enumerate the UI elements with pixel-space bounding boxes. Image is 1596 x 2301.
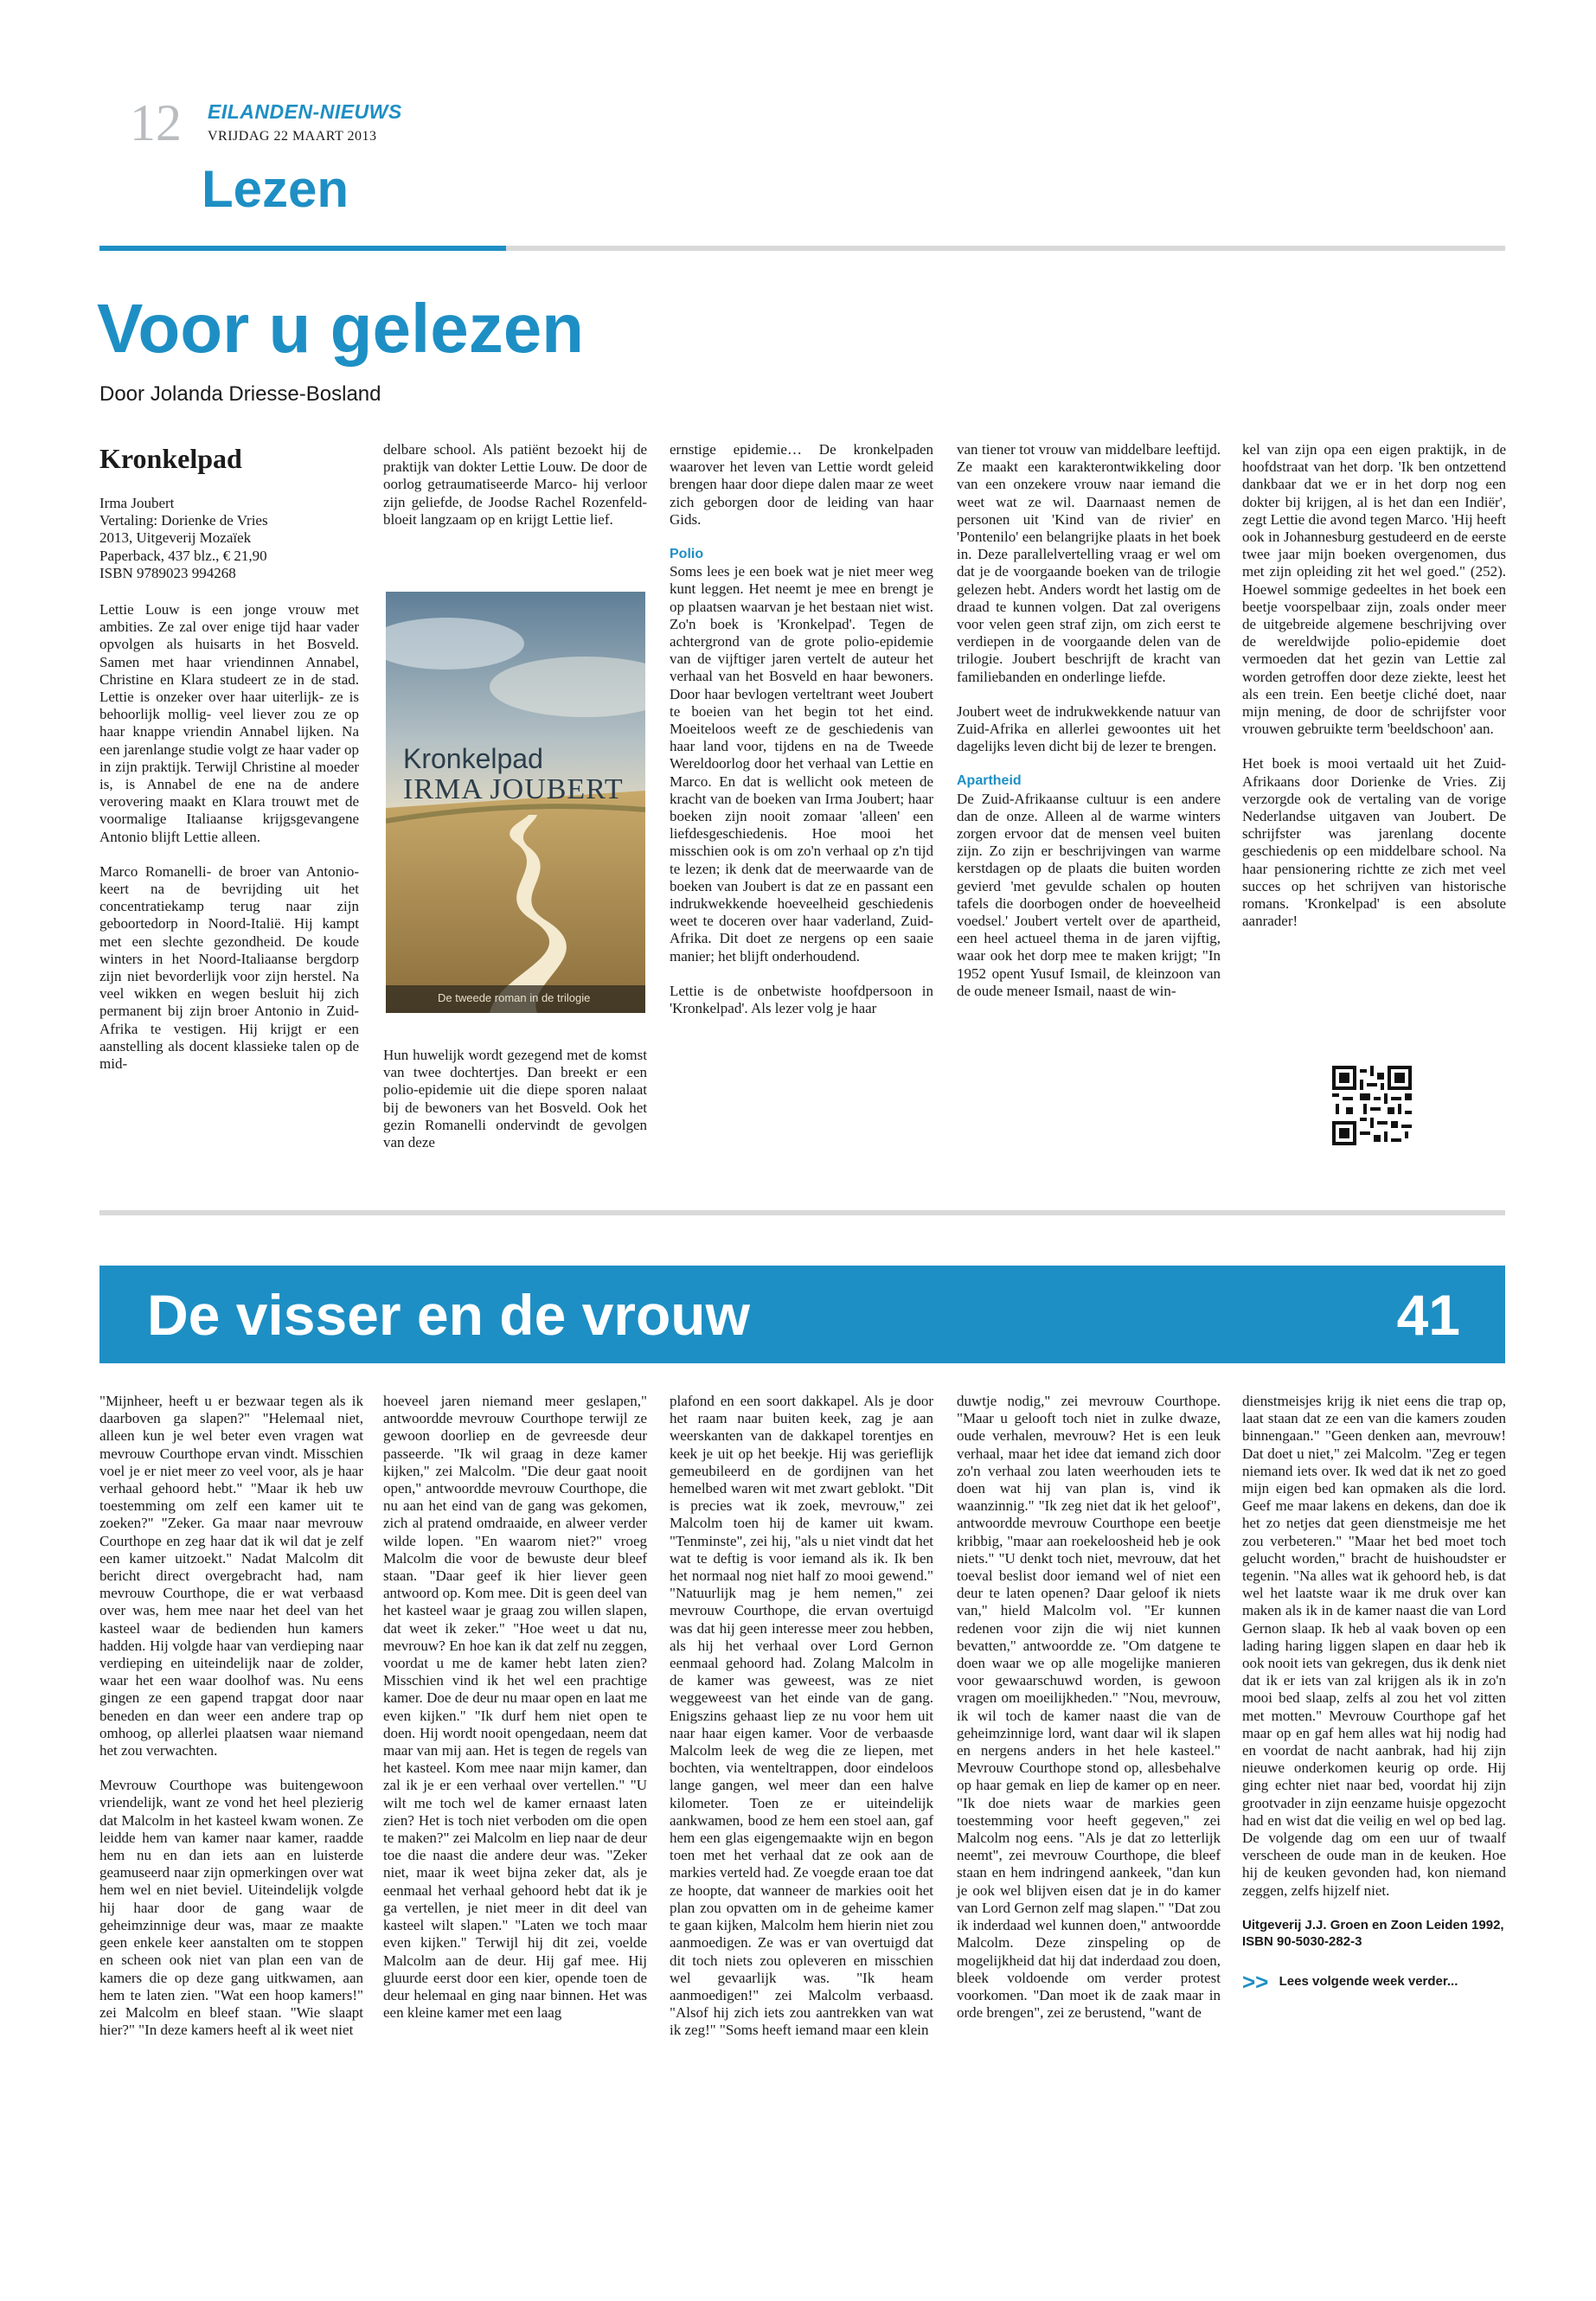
review-paragraph: Lettie is de onbetwiste hoofdpersoon in 'Kronkelpad'. Als lezer volg je haar bbox=[670, 982, 933, 1017]
serial-column-4 bbox=[957, 1393, 1221, 2039]
serial-column-2 bbox=[383, 1393, 647, 2039]
serial-paragraph: dienstmeisjes krijg ik niet eens die trap op, laat staan dat ze een van die kamers zouden binnengaan." "Geen denken aan, mevrouw! Dat doet u niet," zei Malcolm. "Zeg er tegen niemand iets over. Ik wed dat ik net zo goed mijn eigen bed kan opmaken als die lord. Geef me maar lakens en dekens, dan doe ik het zo netjes dat geen dienstmeisje me het zou verbeteren." "Maar het bed moet toch gelucht worden," bracht de huishoudster er tegenin. "Na alles wat ik gehoord heb, is dat wel het laatste waar ik me druk over kan maken als ik in de kamer naast die van Lord Gernon slaap. Ik heb al vaak boven op een lading haring liggen slapen en daar heb ik ook nooit iets van gekregen, dus ik denk niet dat ik er iets van zal krijgen als ik in zo'n mooi bed slaap, zelfs al zou het vol zitten met motten." Mevrouw Courthope gaf het maar op en gaf hem alles wat hij nodig had en voordat de nacht aanbrak, had hij zijn nieuwe onderkomen keurig op orde. Hij ging echter niet naar bed, voordat hij zijn grootvader in zijn eenzame huisje opgezocht had en wist dat die veilig en wel op bed lag. De volgende dag om een uur of twaalf verscheen de oude man in de keuken. Hoe hij de keuken gevonden had, kon niemand zeggen, zelfs hijzelf niet. bbox=[1242, 1393, 1506, 1899]
qr-code[interactable] bbox=[1332, 1066, 1412, 1145]
book-publisher: 2013, Uitgeverij Mozaïek bbox=[99, 529, 252, 547]
serial-column-1 bbox=[99, 1393, 363, 2056]
book-format-price: Paperback, 437 blz., € 21,90 bbox=[99, 547, 267, 564]
serial-paragraph: Mevrouw Courthope was buitengewoon vriendelijk, want ze vond het heel plezierig dat Malcolm in het kasteel kwam wonen. Ze leidde hem van kamer naar kamer, raadde hem nu en dan iets aan en luisterde geamuseerd naar zijn opmerkingen over wat hem wel en niet beviel. Uiteindelijk volgde hij haar door de gang waar de geheimzinnige deur was, maar ze maakte geen enkele keer aanstalten om te stoppen en scheen ook niet van plan een van de kamers die op deze gang uitkwamen, aan hem te laten zien. "Wat een hoop kamers!" zei Malcolm en bleef staan. "Wie slaapt hier?" "In deze kamers heeft al ik weet niet bbox=[99, 1777, 363, 2039]
review-headline: Voor u gelezen bbox=[97, 290, 585, 367]
serial-paragraph: duwtje nodig," zei mevrouw Courthope. "Maar u gelooft toch niet in zulke dwaze, oude verhalen, mevrouw? Het is een leuk verhaal, maar het idee dat iemand zich door zo'n verhaal zou laten weerhouden iets te doen wat hij van plan is, vind ik waanzinnig." "Ik zeg niet dat ik het geloof", antwoordde mevrouw Courthope een beetje kribbig, "maar aan roekeloosheid heb je ook niets." "U denkt toch niet, mevrouw, dat het toeval beslist door iemand wel of niet een deur te laten openen? Daar geloof ik niets van," hield Malcolm vol. "Er kunnen redenen voor zijn die wij niet kunnen bevatten," antwoordde ze. "Om datgene te doen waar we op alle mogelijke manieren voor gewaarschuwd worden, is gewoon vragen om moeilijkheden." "Nou, mevrouw, ik wil toch de kamer naast die van de geheimzinnige lord, want daar wil ik slapen en nergens anders in het hele kasteel." Mevrouw Courthope stond op, allesbehalve op haar gemak en liep de kamer op en neer. "Ik doe niets waar de markies geen toestemming voor heeft gegeven," zei Malcolm nog eens. "Als je dat zo letterlijk neemt", zei mevrouw Courthope, die bleef staan en hem indringend aankeek, "dan kun je ook wel blijven eisen dat je in do kamer van Lord Gernon zelf mag slapen." "Dat zou ik inderdaad wel kunnen doen," antwoordde Malcolm. Deze zinspeling op de mogelijkheid dat hij dat inderdaad zou doen, bleek voldoende om verder protest voorkomen. "Dan moet ik de zaak maar in orde brengen", zei ze berustend, "want de bbox=[957, 1393, 1221, 2022]
qr-code-icon bbox=[1332, 1066, 1412, 1145]
review-column-5 bbox=[1242, 441, 1506, 947]
review-paragraph: Lettie Louw is een jonge vrouw met ambities. Ze zal over enige tijd haar vader opvolgen als huisarts in het Bosveld. Samen met haar vriendinnen Annabel, Christine en Klara studeert ze in de stad. Lettie is onzeker over haar uiterlijk- ze is behoorlijk mollig- veel liever zou ze op haar knappe vriendin Annabel lijken. Na een jarenlange studie volgt ze haar vader op in zijn praktijk. Terwijl Christine al moeder is, is Annabel de ene na de andere verovering maakt en Klara trouwt met de voormalige Italiaanse krijgsgevangene Antonio blijft Lettie alleen. bbox=[99, 601, 359, 845]
cover-title: Kronkelpad bbox=[403, 743, 543, 774]
continue-next-week bbox=[1242, 1968, 1506, 1995]
book-translation: Vertaling: Dorienke de Vries bbox=[99, 512, 268, 529]
book-cover bbox=[386, 592, 645, 1013]
serial-column-5 bbox=[1242, 1393, 1506, 1995]
cover-author: IRMA JOUBERT bbox=[403, 773, 624, 805]
review-paragraph: kel van zijn opa een eigen praktijk, in de hoofdstraat van het dorp. 'Ik ben ontzettend dankbaar dat we er in het dorp nog een dokter bij krijgen, al is het dan een Indiër', zegt Lettie die avond tegen Marco. 'Hij heeft ook in Johannesburg gestudeerd en de eerste twee jaar mijn boeken overgenomen, dus met zijn opleiding zit het wel goed." (252). Hoewel sommige gedeeltes in het boek een beetje voorspelbaar zijn, zoals onder meer de uitgebreide algemene beschrijving over de wereldwijde polio-epidemie doet vermoeden dat het gezin van Lettie zal worden getroffen door deze ziekte, leest het als een trein. Een beetje cliché doet, naar mijn mening, de door de schrijfster voor vrouwen gebruikte term 'beeldschoon' aan. bbox=[1242, 441, 1506, 738]
section-divider bbox=[99, 1210, 1505, 1215]
section-title: Lezen bbox=[202, 160, 349, 218]
subheading-apartheid: Apartheid bbox=[957, 773, 1022, 789]
double-chevron-icon: >> bbox=[1242, 1968, 1269, 1995]
issue-date: VRIJDAG 22 MAART 2013 bbox=[208, 129, 377, 144]
book-isbn: ISBN 9789023 994268 bbox=[99, 564, 236, 581]
subheading-polio: Polio bbox=[670, 547, 704, 562]
continue-label: Lees volgende week verder... bbox=[1279, 1973, 1458, 1989]
review-column-3 bbox=[670, 441, 933, 1035]
review-paragraph: van tiener tot vrouw van middelbare leeftijd. Ze maakt een karakterontwikkeling door van een onzekere vrouw naar iemand die weet wat ze wil. Daarnaast nemen de personen uit 'Kind van de rivier' en 'Pontenilo' een belangrijke plaats in het boek in. Deze parallelvertelling vraag er wel om dat je de voorgaande boeken van de trilogie gelezen hebt. Anders wordt het lastig om de draad te kunnen volgen. Dat zal overigens voor velen geen straf zijn, om zich eerst te verdiepen in de voorgaande delen van de trilogie. Joubert beschrijft de kracht van familiebanden en onderlinge liefde. bbox=[957, 441, 1221, 685]
review-column-4 bbox=[957, 441, 1221, 1017]
review-paragraph: Soms lees je een boek wat je niet meer weg kunt leggen. Het neemt je mee en brengt je op plaatsen waarvan je het bestaan niet wist. Zo'n boek is 'Kronkelpad'. Tegen de achtergrond van de grote polio-epidemie van de vijftiger jaren vertelt de auteur het verhaal van het Bosveld en haar bewoners. Door haar bevlogen verteltrant weet Joubert te boeien van het begin tot het eind. Moeiteloos weeft ze de geschiedenis van haar land voor, tijdens en na de Tweede Wereldoorlog door het verhaal van Lettie en Marco. En dat is wellicht ook meteen de kracht van de boeken van Irma Joubert; haar boeken zijn nooit zomaar 'alleen' een liefdesgeschiedenis. Hoe mooi het misschien ook is om zo'n verhaal op z'n tijd te lezen; ik denk dat de meerwaarde van de boeken van Joubert is dat ze en passant een indrukwekkende hoeveelheid geschiedenis weet te doceren over haar vaderland, Zuid-Afrika. Dit doet ze nergens op een saaie manier; het blijft onderhoudend. bbox=[670, 563, 933, 965]
review-column-2 bbox=[383, 441, 647, 546]
review-column-1 bbox=[99, 441, 359, 1090]
serial-banner bbox=[99, 1266, 1505, 1363]
serial-episode: 41 bbox=[1396, 1283, 1460, 1347]
review-paragraph: delbare school. Als patiënt bezoekt hij de praktijk van dokter Lettie Louw. De door de oorlog getraumatiseerde Marco- hij verloor zijn geliefde, de Joodse Rachel Rozenfeld- bloeit langzaam op en krijgt Lettie lief. bbox=[383, 441, 647, 528]
book-author: Irma Joubert bbox=[99, 495, 175, 511]
serial-paragraph: "Mijnheer, heeft u er bezwaar tegen als ik daarboven ga slapen?" "Helemaal niet, alleen kun je wel beter even vragen wat mevrouw Courthope ervan vindt. Misschien voel je er niet meer zo veel voor, als je haar verhaal gehoord hebt." "Maar ik heb uw toestemming om zelf een kamer uit te zoeken?" "Zeker. Ga maar naar mevrouw Courthope en zeg haar dat ik wil dat je zelf een kamer uitzoekt." Nadat Malcolm dit bericht direct overgebracht had, nam mevrouw Courthope, die er wat verbaasd over was, hem mee naar het deel van het kasteel waar de bedienden hun kamers hadden. Hij volgde haar van verdieping naar verdieping en uiteindelijk naar de zolder, waar het een waar doolhof was. Nu eens gingen ze een gapend trapgat door naar beneden en dan weer een andere trap op omhoog, op allerlei plaatsen waar niemand het zou verwachten. bbox=[99, 1393, 363, 1759]
serial-paragraph: hoeveel jaren niemand meer geslapen," antwoordde mevrouw Courthope terwijl ze gewoon doorliep en de gevreesde deur passeerde. "Ik wil graag in deze kamer kijken," zei Malcolm. "Die deur gaat nooit open," antwoordde mevrouw Courthope, die nu aan het eind van de gang was gekomen, zich al pratend omdraaide, en alweer verder wilde lopen. "En waarom niet?" vroeg Malcolm die voor de bewuste deur bleef staan. "Daar geef ik hier liever geen antwoord op. Kom mee. Dit is geen deel van het kasteel waar je graag zou willen slapen, dat weet ik zeker." "Hoe weet u dat nu, mevrouw? En hoe kan ik dat zelf nu zeggen, voordat u me de kamer hebt laten zien? Misschien vind ik het wel een prachtige kamer. Doe de deur nu maar open en laat me even kijken." "Ik durf hem niet open te doen. Hij wordt nooit opengedaan, neem dat maar van mij aan. Het is tegen de regels van het kasteel. Kom mee naar mijn kamer, dan zal ik je er een verhaal over vertellen." "U wilt me toch wel de kamer ernaast laten zien? Het is toch niet verboden om die open te maken?" zei Malcolm en liep naar de deur toe die naast die andere deur was. "Zeker niet, maar ik weet bijna zeker dat, als je eenmaal het verhaal gehoord hebt dat ik je ga vertellen, je niet meer in dit deel van kasteel wilt slapen." "Laten we toch maar even kijken." Terwijl hij dit zei, voelde Malcolm aan de deur. Hij gaf mee. Hij gluurde eerst door een kier, opende toen de deur helemaal en ging naar binnen. Het was een kleine kamer met een laag bbox=[383, 1393, 647, 2022]
publisher-credit: Uitgeverij J.J. Groen en Zoon Leiden 1992, ISBN 90-5030-282-3 bbox=[1242, 1917, 1504, 1949]
review-column-2-continued bbox=[383, 1047, 647, 1169]
review-byline: Door Jolanda Driesse-Bosland bbox=[99, 382, 381, 406]
serial-paragraph: plafond en een soort dakkapel. Als je door het raam naar buiten keek, zag je aan weerskanten van de dakkapel torentjes en keek je uit op het beekje. Hij was gerieflijk gemeubileerd en de gordijnen van het hemelbed waren wit met zwart geblokt. "Dit is precies wat ik zoek, mevrouw," zei Malcolm toen hij de kamer uit kwam. "Tenminste", zei hij, "als u niet vindt dat het wat te deftig is voor iemand als ik. Ik ben het normaal nog niet half zo mooi gewend." "Natuurlijk mag je hem nemen," zei mevrouw Courthope, die ervan overtuigd was dat hij geen interesse meer zou hebben, als hij het verhaal over Lord Gernon eenmaal gehoord had. Zolang Malcolm in de kamer was geweest, was ze niet weggeweest van het einde van de gang. Enigszins gehaast liep ze nu voor hem uit naar haar eigen kamer. Voor de verbaasde Malcolm leek de weg die ze liepen, met bochten, via wenteltrappen, door eindeloos lange gangen, wel meer dan een halve kilometer. Toen ze er uiteindelijk aankwamen, bood ze hem een stoel aan, gaf hem een glas eigengemaakte wijn en begon toen met het verhaal dat ze ook aan de markies verteld had. Ze voegde eraan toe dat ze hoopte, dat wanneer de markies ooit het plan zou opvatten om in de geheime kamer te gaan kijken, Malcolm hem hierin niet zou aanmoedigen. Ze was er van overtuigd dat dit toch niets zou opleveren en misschien wel gevaarlijk was. "Ik heam aanmoedigen!" zei Malcolm verbaasd. "Alsof hij zich iets zou aantrekken van wat ik zeg!" "Soms heeft iemand maar een klein bbox=[670, 1393, 933, 2039]
book-meta bbox=[99, 495, 359, 582]
review-paragraph: De Zuid-Afrikaanse cultuur is een andere dan de onze. Alleen al de warme winters zorgen ervoor dat de mensen veel buiten zijn. Zo zijn er beschrijvingen van warme kerstdagen op de plaats die buiten worden gevierd 'met gevulde schalen op houten tafels die doorbogen onder de hoeveelheid voedsel.' Joubert vertelt over de apartheid, een heel actueel thema in de jaren vijftig, waar ook het dorp mee te maken krijgt; "In 1952 opent Yusuf Ismail, de kleinzoon van de oude meneer Ismail, naast de win- bbox=[957, 790, 1221, 999]
book-title: Kronkelpad bbox=[99, 443, 242, 474]
serial-column-3 bbox=[670, 1393, 933, 2057]
header-rule-accent bbox=[99, 246, 506, 251]
review-paragraph: Marco Romanelli- de broer van Antonio- keert na de bevrijding uit het concentratiekamp terug naar zijn geboortedorp in Noord-Italië. Hij kampt met een slechte gezondheid. De koude winters in het Noord-Italiaanse bergdorp zijn niet bevorderlijk voor zijn herstel. Na veel wikken en wegen besluit hij zich permanent bij zijn broer Antonio in Zuid-Afrika te vestigen. Hij krijgt er een aanstelling als docent klassieke talen op de mid- bbox=[99, 862, 359, 1073]
review-paragraph: ernstige epidemie… De kronkelpaden waarover het leven van Lettie wordt geleid brengen haar door diepe dalen maar ze weet zich geborgen door de leiding van haar Gids. bbox=[670, 441, 933, 528]
cover-tagline: De tweede roman in de trilogie bbox=[438, 991, 591, 1004]
paper-name: EILANDEN-NIEUWS bbox=[208, 100, 402, 123]
page-number: 12 bbox=[130, 94, 182, 151]
review-paragraph: Hun huwelijk wordt gezegend met de komst van twee dochtertjes. Dan breekt er een polio-epidemie uit die diepe sporen nalaat bij de bewoners van het Bosveld. Ook het gezin Romanelli ondervindt de gevolgen van deze bbox=[383, 1047, 647, 1151]
serial-title: De visser en de vrouw bbox=[147, 1283, 750, 1347]
review-paragraph: Joubert weet de indrukwekkende natuur van Zuid-Afrika en allerlei gewoontes uit het dagelijks leven dicht bij de lezer te brengen. bbox=[957, 702, 1221, 755]
review-paragraph: Het boek is mooi vertaald uit het Zuid-Afrikaans door Dorienke de Vries. Zij verzorgde ook de vertaling van de vorige Nederlandse uitgaven van Joubert. De schrijfster was jarenlang docente geschiedenis op een middelbare school. Na haar pensionering richtte ze zich met veel succes op het schrijven van historische romans. 'Kronkelpad' is een absolute aanrader! bbox=[1242, 755, 1506, 930]
